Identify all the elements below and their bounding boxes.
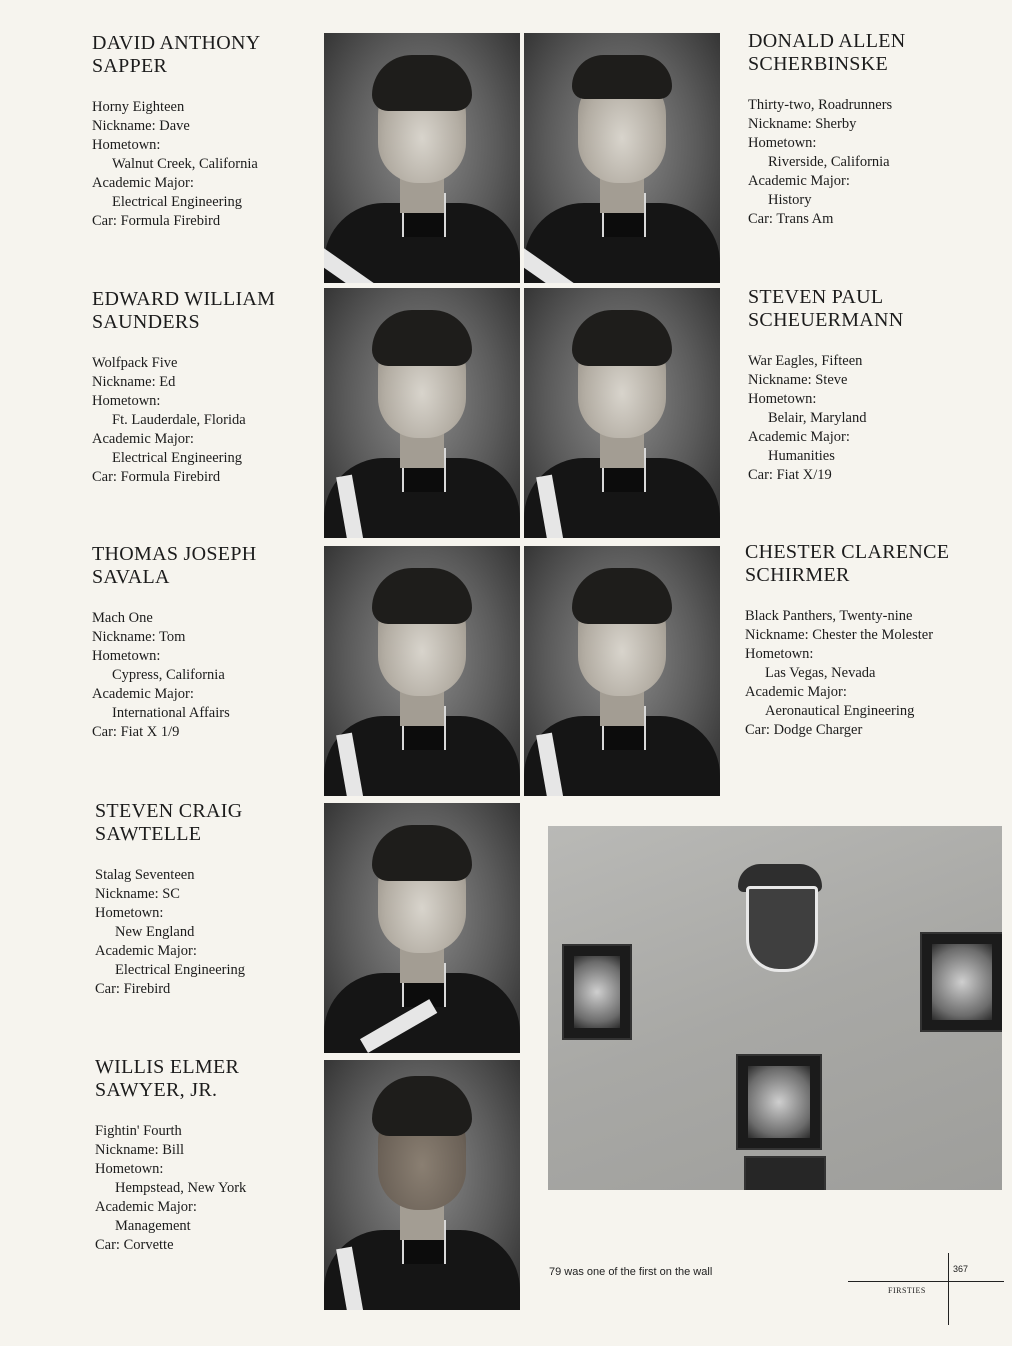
cadet-info [748,96,998,229]
portrait-scherbinske [524,33,720,283]
name-last: SAPPER [92,55,168,77]
car: Car: Firebird [95,981,171,997]
photo-caption: 79 was one of the first on the wall [549,1266,713,1278]
cadet-info [92,354,322,487]
portrait-scheuermann [524,288,720,538]
major-label: Academic Major: [92,175,194,191]
entry-savala [92,543,322,742]
portrait-saunders [324,288,520,538]
class-wall-photo [548,826,1002,1190]
section-label: FIRSTIES [888,1286,926,1295]
name-first: DONALD ALLEN [748,30,906,52]
entry-sawtelle [95,800,325,999]
academy-shield [746,886,818,972]
major: History [768,192,812,208]
car: Car: Fiat X 1/9 [92,724,180,740]
entry-saunders [92,288,322,487]
nickname: Nickname: Tom [92,629,186,645]
cadet-name [92,32,322,78]
nickname: Nickname: Sherby [748,116,857,132]
cadet-name [745,541,995,587]
folio-rule-vertical [948,1253,949,1325]
hometown-label: Hometown: [745,646,814,662]
major: Management [115,1218,191,1234]
name-last: SAUNDERS [92,311,200,333]
hometown-label: Hometown: [95,905,164,921]
hometown-label: Hometown: [748,135,817,151]
entry-sawyer [95,1056,325,1255]
hometown-label: Hometown: [95,1161,164,1177]
folio-rule-horizontal [848,1281,1004,1282]
major-label: Academic Major: [92,686,194,702]
portrait-sawtelle [324,803,520,1053]
nickname: Nickname: Dave [92,118,190,134]
cadet-info [748,352,998,485]
squadron: Fightin' Fourth [95,1123,182,1139]
entry-scheuermann [748,286,998,485]
hometown: Cypress, California [112,667,225,683]
cadet-name [95,800,325,846]
cadet-name [748,30,998,76]
nickname: Nickname: Bill [95,1142,184,1158]
name-last: SAWTELLE [95,823,202,845]
name-first: CHESTER CLARENCE [745,541,950,563]
car: Car: Dodge Charger [745,722,863,738]
car: Car: Fiat X/19 [748,467,832,483]
cadet-name [92,543,322,589]
hometown: Walnut Creek, California [112,156,258,172]
portrait-sapper [324,33,520,283]
squadron: War Eagles, Fifteen [748,353,863,369]
nickname: Nickname: Chester the Molester [745,627,934,643]
hometown-label: Hometown: [92,137,161,153]
car: Car: Formula Firebird [92,469,221,485]
nickname: Nickname: Ed [92,374,176,390]
name-last: SAVALA [92,566,170,588]
squadron: Stalag Seventeen [95,867,195,883]
hometown-label: Hometown: [92,393,161,409]
major: Aeronautical Engineering [765,703,915,719]
name-first: STEVEN PAUL [748,286,884,308]
name-first: EDWARD WILLIAM [92,288,276,310]
car: Car: Formula Firebird [92,213,221,229]
name-last: SCHERBINSKE [748,53,888,75]
squadron: Black Panthers, Twenty-nine [745,608,913,624]
major-label: Academic Major: [745,684,847,700]
hometown-label: Hometown: [92,648,161,664]
cadet-name [92,288,322,334]
page-number: 367 [953,1264,969,1274]
hometown: Belair, Maryland [768,410,867,426]
name-first: WILLIS ELMER [95,1056,240,1078]
cadet-info [745,607,995,740]
cadet-info [95,1122,325,1255]
car: Car: Corvette [95,1237,174,1253]
major: Electrical Engineering [112,450,243,466]
nickname: Nickname: SC [95,886,180,902]
portrait-sawyer [324,1060,520,1310]
nickname: Nickname: Steve [748,372,848,388]
major-label: Academic Major: [748,429,850,445]
cadet-info [92,609,322,742]
name-last: SCHEUERMANN [748,309,904,331]
car: Car: Trans Am [748,211,834,227]
plaque-1961 [562,944,632,1040]
hometown: Riverside, California [768,154,890,170]
name-first: STEVEN CRAIG [95,800,243,822]
entry-schirmer [745,541,995,740]
major-label: Academic Major: [95,943,197,959]
hometown: Las Vegas, Nevada [765,665,876,681]
portrait-savala [324,546,520,796]
major-label: Academic Major: [95,1199,197,1215]
name-last: SAWYER, JR. [95,1079,218,1101]
squadron: Wolfpack Five [92,355,178,371]
major: Electrical Engineering [112,194,243,210]
cadet-info [92,98,322,231]
major: Electrical Engineering [115,962,246,978]
cadet-name [95,1056,325,1102]
hometown: Hempstead, New York [115,1180,247,1196]
entry-scherbinske [748,30,998,229]
hometown: New England [115,924,195,940]
squadron: Horny Eighteen [92,99,185,115]
cadet-info [95,866,325,999]
major: International Affairs [112,705,230,721]
plaque-1968 [920,932,1002,1032]
name-last: SCHIRMER [745,564,850,586]
squadron: Thirty-two, Roadrunners [748,97,893,113]
plaque-1979 [736,1054,822,1150]
major-label: Academic Major: [92,431,194,447]
cadet-name [748,286,998,332]
hometown-label: Hometown: [748,391,817,407]
portrait-schirmer [524,546,720,796]
class-wall-sign [744,1156,826,1190]
squadron: Mach One [92,610,153,626]
major: Humanities [768,448,835,464]
name-first: DAVID ANTHONY [92,32,261,54]
name-first: THOMAS JOSEPH [92,543,257,565]
hometown: Ft. Lauderdale, Florida [112,412,246,428]
major-label: Academic Major: [748,173,850,189]
entry-sapper [92,32,322,231]
